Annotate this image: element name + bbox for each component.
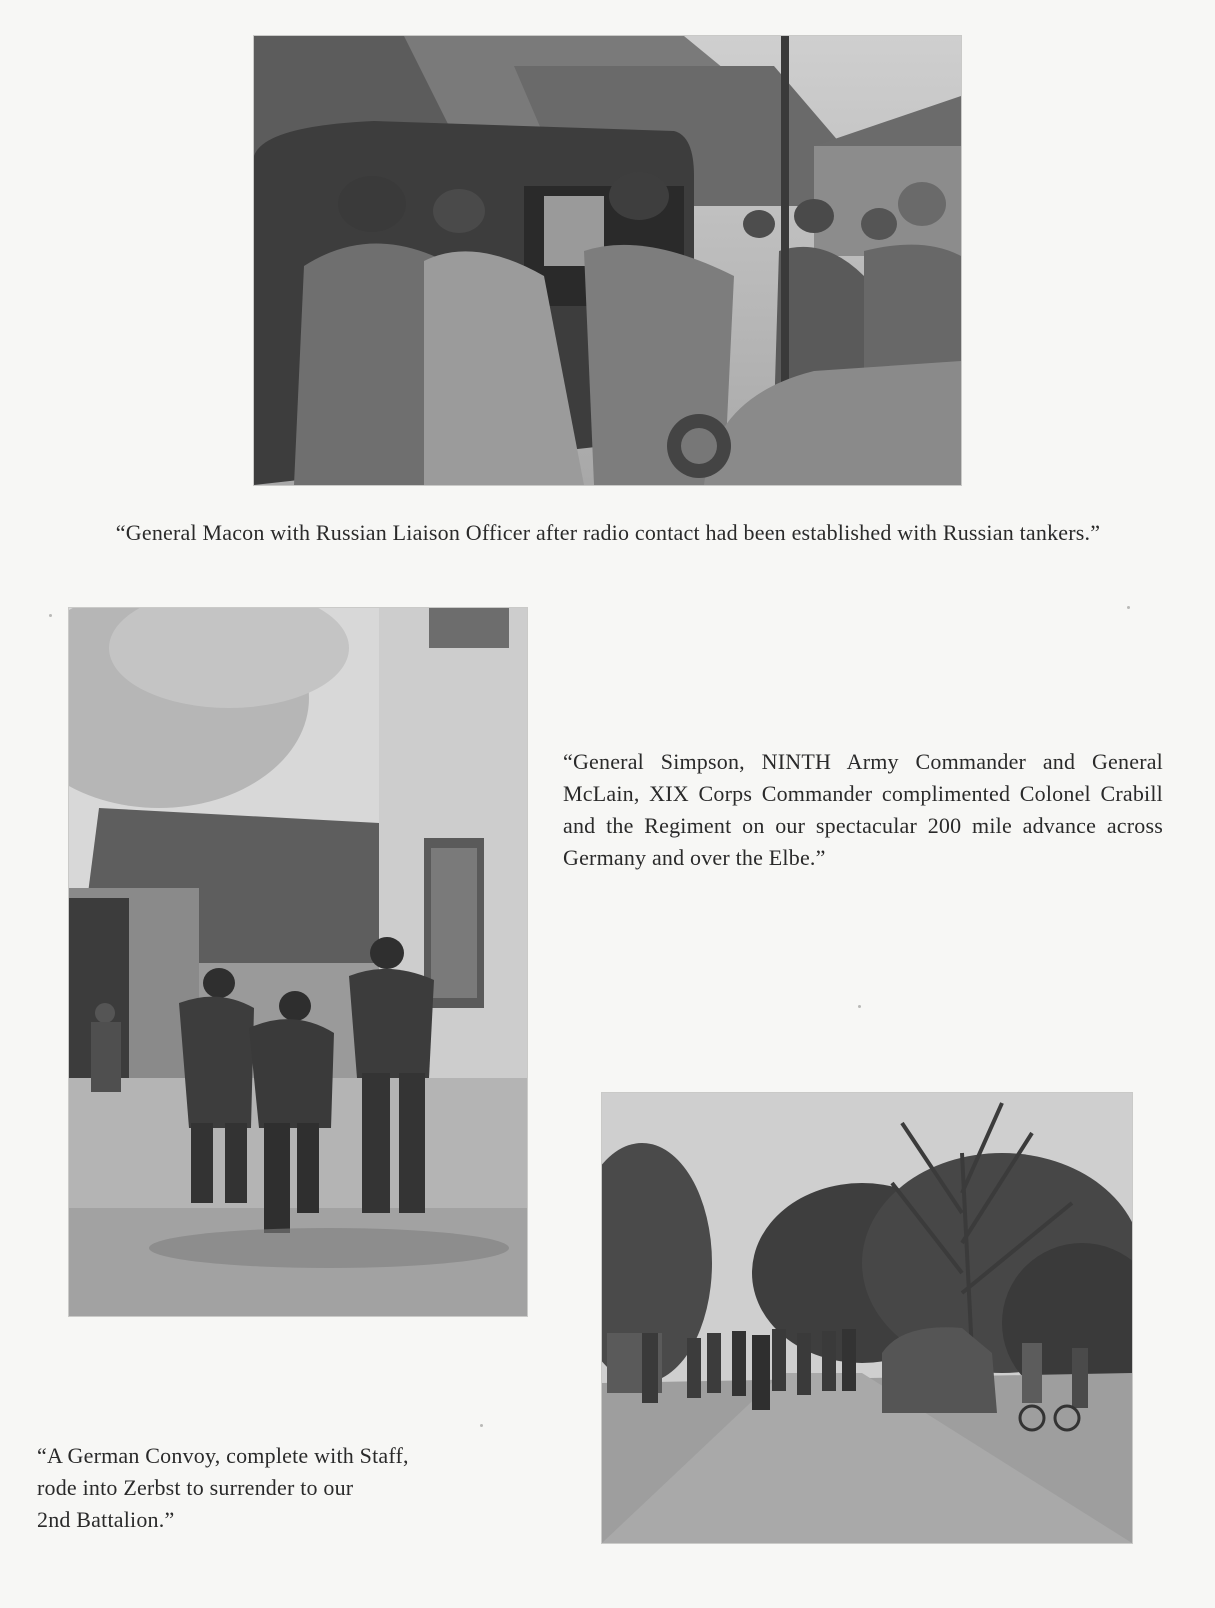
paper-speck [1127,606,1130,609]
paper-speck [858,1005,861,1008]
caption-german-convoy-line-2: rode into Zerbst to surrender to our [37,1475,354,1500]
photo-general-macon [254,36,961,485]
photo-generals-walking [69,608,527,1316]
photo-german-convoy [602,1093,1132,1543]
photo-generals-walking-image [69,608,527,1316]
caption-german-convoy [37,1440,567,1536]
caption-german-convoy-line-1: “A German Convoy, complete with Staff, [37,1443,409,1468]
paper-speck [49,614,52,617]
caption-general-simpson: “General Simpson, NINTH Army Commander and General McLain, XIX Corps Commander complimented Colonel Crabill and the Regiment on our spectacular 200 mile advance across Germany and over the Elbe.” [563,749,1163,870]
photo-german-convoy-image [602,1093,1132,1543]
caption-german-convoy-line-3: 2nd Battalion.” [37,1507,175,1532]
photo-general-macon-image [254,36,961,485]
paper-speck [480,1424,483,1427]
caption-general-macon: “General Macon with Russian Liaison Officer after radio contact had been established with Russian tankers.” [115,520,1101,545]
